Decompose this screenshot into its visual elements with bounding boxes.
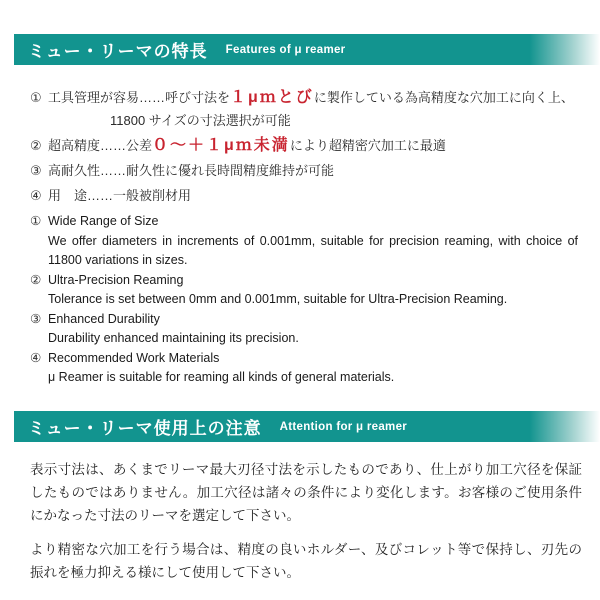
feature-item-2-post: により超精密穴加工に最適 <box>289 138 446 153</box>
feature-item-2-pre: 超高精度……公差 <box>48 138 153 153</box>
attention-title-en: Attention for μ reamer <box>279 420 408 433</box>
circled-number: ④ <box>30 350 42 365</box>
feature-item-4-jp <box>30 184 574 207</box>
feature-item-4-text: 用 途……一般被削材用 <box>48 188 192 203</box>
feature-item-1-jp <box>30 86 574 109</box>
circled-number: ③ <box>30 311 42 326</box>
feature-item-1-en-body: We offer diameters in increments of 0.001mm, suitable for precision reaming, with choice of 11800 variations in sizes. <box>48 233 578 267</box>
feature-item-2-en-heading <box>30 271 578 291</box>
feature-item-3-en-body: Durability enhanced maintaining its precision. <box>48 331 299 345</box>
feature-item-1-line2: 11800 サイズの寸法選択が可能 <box>110 113 291 128</box>
feature-item-1-en-heading <box>30 212 578 232</box>
feature-item-2-highlight: ０〜＋１μｍ未満 <box>152 137 290 154</box>
feature-item-1-post: に製作している為高精度な穴加工に向く上、 <box>313 90 574 105</box>
attention-title-jp: ミュー・リーマ使用上の注意 <box>28 419 262 438</box>
feature-item-4-en-title: Recommended Work Materials <box>48 350 220 365</box>
feature-item-3-en-heading <box>30 310 578 330</box>
feature-item-3-en <box>30 310 578 349</box>
features-title-jp: ミュー・リーマの特長 <box>28 42 208 61</box>
circled-number: ③ <box>30 163 42 178</box>
feature-item-4-en <box>30 349 578 388</box>
feature-item-1-pre: 工具管理が容易……呼び寸法を <box>48 90 231 105</box>
circled-number: ④ <box>30 188 42 203</box>
features-title-en: Features of μ reamer <box>225 43 346 56</box>
circled-number: ② <box>30 138 42 153</box>
feature-item-3-en-title: Enhanced Durability <box>48 311 160 326</box>
features-section-header <box>14 34 600 65</box>
attention-section-header <box>14 411 600 442</box>
feature-item-1-en-title: Wide Range of Size <box>48 214 159 228</box>
feature-item-4-en-body: μ Reamer is suitable for reaming all kinds of general materials. <box>48 370 395 384</box>
feature-item-3-jp <box>30 159 574 182</box>
circled-number: ① <box>30 90 42 105</box>
feature-item-1-en <box>30 212 578 271</box>
feature-item-2-en <box>30 271 578 310</box>
feature-item-2-text <box>48 134 446 157</box>
circled-number: ① <box>30 214 42 228</box>
feature-item-2-en-body: Tolerance is set between 0mm and 0.001mm, suitable for Ultra-Precision Reaming. <box>48 292 508 306</box>
feature-item-3-text: 高耐久性……耐久性に優れ長時間精度維持が可能 <box>48 163 335 178</box>
attention-paragraph-1: 表示寸法は、あくまでリーマ最大刃径寸法を示したものであり、仕上がり加工穴径を保証したものではありません。加工穴径は諸々の条件により変化します。お客様のご使用条件にかなった寸法のリーマを選定して下さい。 <box>30 462 582 523</box>
circled-number: ② <box>30 272 42 287</box>
feature-item-1-highlight: １μｍとび <box>230 89 314 106</box>
feature-item-2-en-title: Ultra-Precision Reaming <box>48 272 184 287</box>
feature-item-4-en-heading <box>30 349 578 369</box>
features-list-english <box>30 212 578 388</box>
features-list-japanese <box>30 84 574 207</box>
feature-item-2-jp <box>30 134 574 157</box>
attention-notes <box>30 458 582 595</box>
feature-item-1-text <box>48 86 574 109</box>
attention-paragraph-2: より精密な穴加工を行う場合は、精度の良いホルダー、及びコレット等で保持し、刃先の振れを極力抑える様にして使用して下さい。 <box>30 542 582 580</box>
